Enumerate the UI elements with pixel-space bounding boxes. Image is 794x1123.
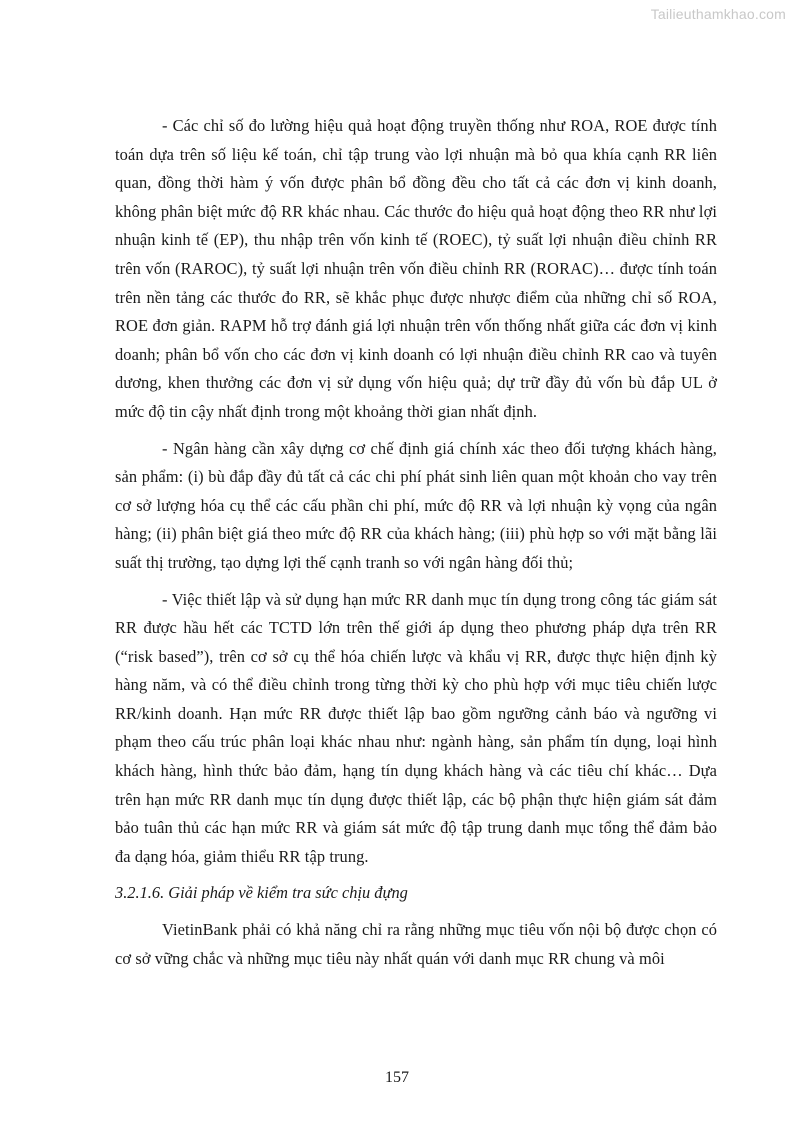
watermark: Tailieuthamkhao.com <box>650 6 786 22</box>
paragraph-stress-test: VietinBank phải có khả năng chỉ ra rằng những mục tiêu vốn nội bộ được chọn có cơ sở vững chắc và những mục tiêu này nhất quán với danh mục RR chung và môi <box>115 920 717 968</box>
paragraph-rapm: - Các chỉ số đo lường hiệu quả hoạt động truyền thống như ROA, ROE được tính toán dựa trên số liệu kế toán, chỉ tập trung vào lợi nhuận mà bỏ qua khía cạnh RR liên quan, đồng thời hàm ý vốn được phân bổ đồng đều cho tất cả các đơn vị kinh doanh, không phân biệt mức độ RR khác nhau. Các thước đo hiệu quả hoạt động theo RR như lợi nhuận kinh tế (EP), thu nhập trên vốn kinh tế (ROEC), tỷ suất lợi nhuận điều chỉnh RR trên vốn (RAROC), tỷ suất lợi nhuận trên vốn điều chỉnh RR (RORAC)… được tính toán trên nền tảng các thước đo RR, sẽ khắc phục được nhược điểm của những chỉ số ROA, ROE đơn giản. RAPM hỗ trợ đánh giá lợi nhuận trên vốn thống nhất giữa các đơn vị kinh doanh; phân bổ vốn cho các đơn vị kinh doanh có lợi nhuận điều chỉnh RR cao và tuyên dương, khen thưởng các đơn vị sử dụng vốn hiệu quả; dự trữ đầy đủ vốn bù đắp UL ở mức độ tin cậy nhất định trong một khoảng thời gian nhất định. <box>115 116 717 421</box>
section-heading: 3.2.1.6. Giải pháp về kiểm tra sức chịu đựng <box>115 883 408 903</box>
paragraph-credit-limits: - Việc thiết lập và sử dụng hạn mức RR danh mục tín dụng trong công tác giám sát RR được hầu hết các TCTD lớn trên thế giới áp dụng theo phương pháp dựa trên RR (“risk based”), trên cơ sở cụ thể hóa chiến lược và khẩu vị RR, được thực hiện định kỳ hàng năm, và có thể điều chỉnh trong từng thời kỳ cho phù hợp với mục tiêu chiến lược RR/kinh doanh. Hạn mức RR được thiết lập bao gồm ngưỡng cảnh báo và ngưỡng vi phạm theo cấu trúc phân loại khác nhau như: ngành hàng, sản phẩm tín dụng, loại hình khách hàng, hình thức bảo đảm, hạng tín dụng khách hàng và các tiêu chí khác… Dựa trên hạn mức RR danh mục tín dụng được thiết lập, các bộ phận thực hiện giám sát đảm bảo tuân thủ các hạn mức RR và giám sát mức độ tập trung danh mục tổng thể đảm bảo đa dạng hóa, giảm thiểu RR tập trung. <box>115 589 717 866</box>
page-body <box>115 112 717 981</box>
page-number: 157 <box>385 1069 409 1086</box>
paragraph-pricing: - Ngân hàng cần xây dựng cơ chế định giá chính xác theo đối tượng khách hàng, sản phẩm: (i) bù đắp đầy đủ tất cả các chi phí phát sinh liên quan một khoản cho vay trên cơ sở lượng hóa cụ thể các cấu phần chi phí, mức độ RR và lợi nhuận kỳ vọng của ngân hàng; (ii) phân biệt giá theo mức độ RR của khách hàng; (iii) phù hợp so với mặt bằng lãi suất thị trường, tạo dựng lợi thế cạnh tranh so với ngân hàng đối thủ; <box>115 438 717 572</box>
